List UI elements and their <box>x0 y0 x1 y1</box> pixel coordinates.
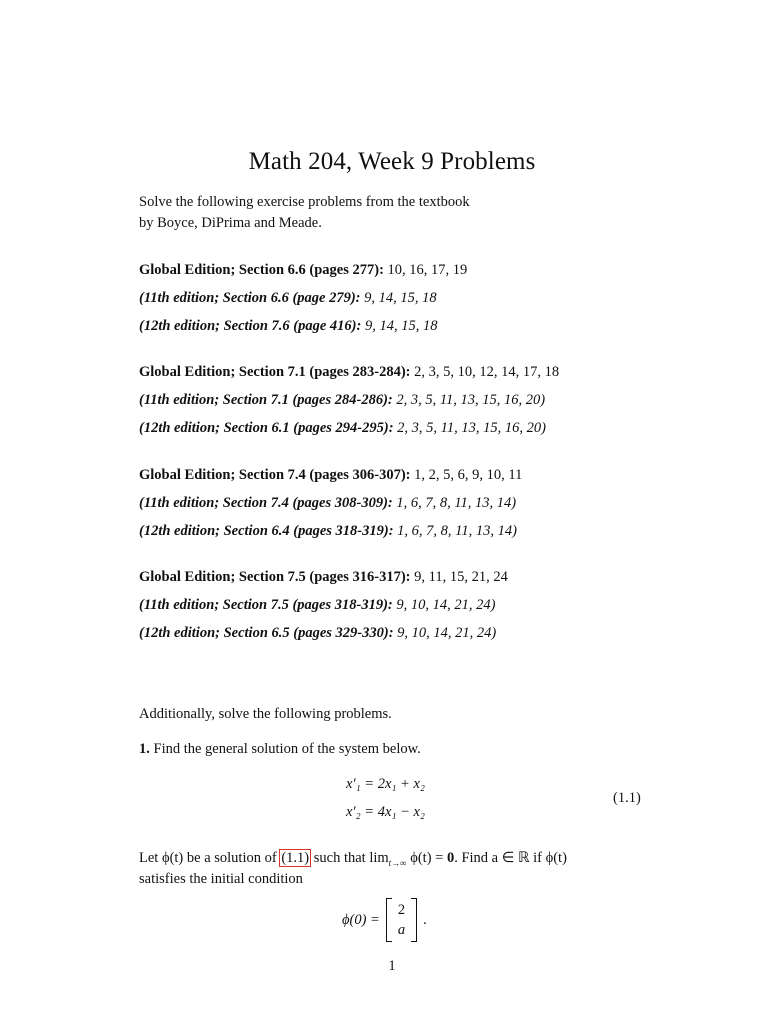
section-4-global <box>139 569 508 586</box>
section-1-global-problems: 10, 16, 17, 19 <box>383 262 468 278</box>
equation-2-lhs: x′₂ <box>346 804 361 820</box>
section-4-ed11-problems: 9, 10, 14, 21, 24) <box>392 597 496 613</box>
section-1-ed12-problems: 9, 14, 15, 18 <box>361 318 438 334</box>
section-4-ed12 <box>139 625 496 642</box>
section-1-ed12-label: (12th edition; Section 7.6 (page 416): <box>139 318 362 334</box>
section-4-ed11 <box>139 597 495 614</box>
intro-line-1: Solve the following exercise problems from the textbook <box>139 194 470 210</box>
equation-2 <box>346 804 425 821</box>
problem-1-text: Find the general solution of the system below. <box>149 741 421 757</box>
section-3-ed12 <box>139 523 517 540</box>
problem-1-initial-condition-text: satisfies the initial condition <box>139 871 303 887</box>
section-3-ed11-problems: 1, 6, 7, 8, 11, 13, 14) <box>392 495 517 511</box>
section-2-global <box>139 364 559 381</box>
lim-subscript: t→∞ <box>388 857 407 868</box>
section-1-global <box>139 262 467 279</box>
ic-period: . <box>423 911 427 928</box>
section-1-global-label: Global Edition; Section 6.6 (pages 277): <box>139 262 384 278</box>
section-3-ed12-label: (12th edition; Section 6.4 (pages 318-319): <box>139 523 394 539</box>
equation-number: (1.1) <box>613 790 641 806</box>
problem-1-number: 1. <box>139 741 150 757</box>
problem-1-statement <box>139 741 421 758</box>
section-2-ed11-label: (11th edition; Section 7.1 (pages 284-286): <box>139 392 393 408</box>
section-3-ed12-problems: 1, 6, 7, 8, 11, 13, 14) <box>393 523 517 539</box>
section-4-ed12-problems: 9, 10, 14, 21, 24) <box>393 625 497 641</box>
ic-lhs: ϕ(0) = <box>342 911 380 928</box>
section-3-global-label: Global Edition; Section 7.4 (pages 306-307): <box>139 467 411 483</box>
intro-line-2: by Boyce, DiPrima and Meade. <box>139 215 322 231</box>
section-3-global-problems: 1, 2, 5, 6, 9, 10, 11 <box>410 467 523 483</box>
problem-1-let-line <box>139 850 567 868</box>
let-text-post3: . Find a ∈ ℝ if ϕ(t) <box>454 850 567 866</box>
section-4-global-problems: 9, 11, 15, 21, 24 <box>410 569 508 585</box>
section-2-ed12-problems: 2, 3, 5, 11, 13, 15, 16, 20) <box>393 420 546 436</box>
section-3-global <box>139 467 522 484</box>
equation-2-rhs: = 4x₁ − x₂ <box>364 804 425 820</box>
vector-bottom: a <box>397 922 406 938</box>
initial-vector <box>386 900 417 940</box>
page-title: Math 204, Week 9 Problems <box>248 148 536 175</box>
section-2-global-problems: 2, 3, 5, 10, 12, 14, 17, 18 <box>410 364 560 380</box>
section-1-ed11-label: (11th edition; Section 6.6 (page 279): <box>139 290 361 306</box>
let-text-pre: Let ϕ(t) be a solution of <box>139 850 281 866</box>
section-4-global-label: Global Edition; Section 7.5 (pages 316-317): <box>139 569 411 585</box>
zero-vector: 0 <box>446 850 455 866</box>
initial-condition <box>342 898 427 942</box>
equation-1 <box>346 776 425 793</box>
page-number: 1 <box>388 958 396 974</box>
section-1-ed11 <box>139 290 437 307</box>
equation-reference-link[interactable]: (1.1) <box>281 850 310 866</box>
equation-1-lhs: x′₁ <box>346 776 361 792</box>
section-1-ed11-problems: 9, 14, 15, 18 <box>360 290 437 306</box>
section-2-ed11 <box>139 392 545 409</box>
additional-text: Additionally, solve the following problems. <box>139 706 392 722</box>
section-2-ed12 <box>139 420 546 437</box>
equation-1-rhs: = 2x₁ + x₂ <box>364 776 425 792</box>
section-4-ed12-label: (12th edition; Section 6.5 (pages 329-330): <box>139 625 394 641</box>
section-2-ed12-label: (12th edition; Section 6.1 (pages 294-295): <box>139 420 394 436</box>
section-2-global-label: Global Edition; Section 7.1 (pages 283-284): <box>139 364 411 380</box>
let-text-post2: ϕ(t) = <box>406 850 447 866</box>
section-4-ed11-label: (11th edition; Section 7.5 (pages 318-319): <box>139 597 393 613</box>
section-1-ed12 <box>139 318 437 335</box>
section-2-ed11-problems: 2, 3, 5, 11, 13, 15, 16, 20) <box>392 392 546 408</box>
let-text-post: such that lim <box>310 850 389 866</box>
vector-top: 2 <box>397 902 406 918</box>
section-3-ed11 <box>139 495 516 512</box>
section-3-ed11-label: (11th edition; Section 7.4 (pages 308-309): <box>139 495 393 511</box>
